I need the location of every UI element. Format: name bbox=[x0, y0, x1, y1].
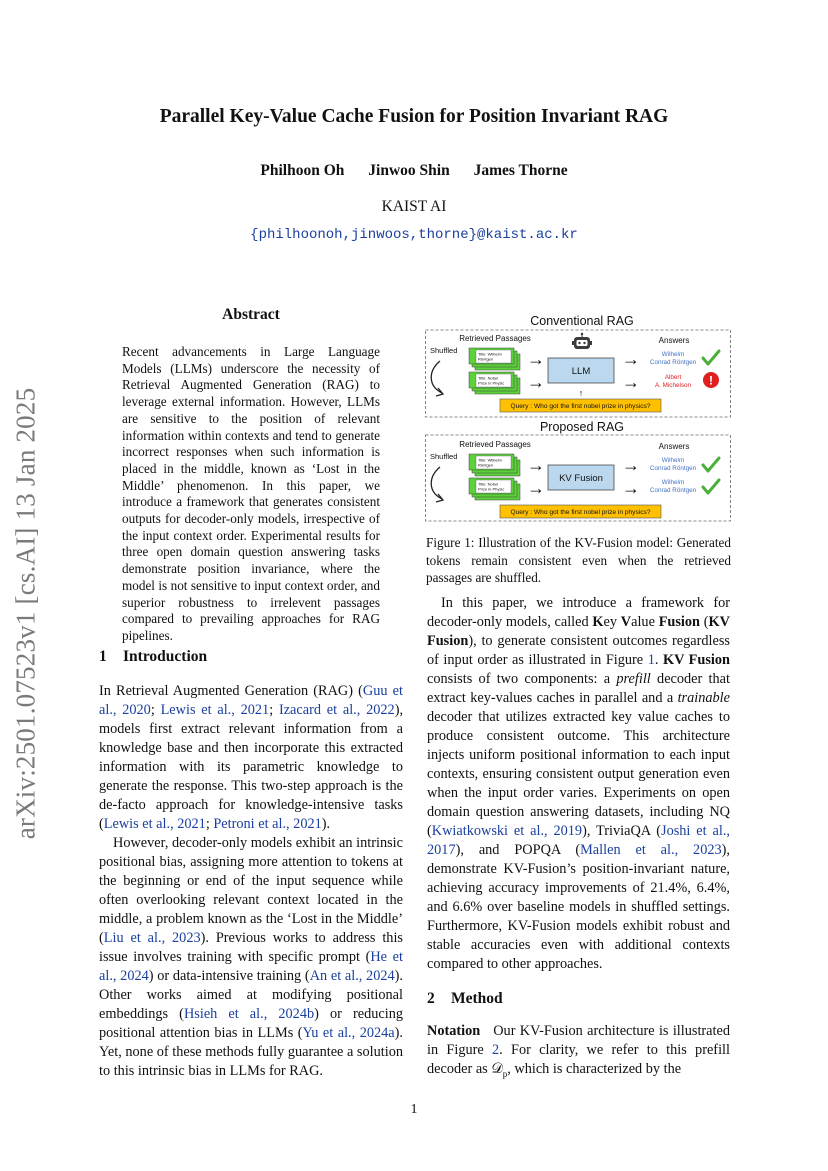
answer-correct: Wilhelm bbox=[661, 479, 685, 486]
svg-text:Title: Nobel: Title: Nobel bbox=[478, 375, 499, 381]
paper-title: Parallel Key-Value Cache Fusion for Position Invariant RAG bbox=[159, 106, 669, 127]
arxiv-stamp bbox=[8, 378, 44, 848]
answer-correct: Wilhelm bbox=[661, 351, 685, 358]
check-icon bbox=[703, 480, 719, 493]
robot-icon bbox=[572, 333, 592, 349]
citation-link[interactable]: Izacard et al., 2022 bbox=[278, 702, 395, 718]
conventional-rag-title: Conventional RAG bbox=[530, 314, 634, 328]
paragraph: In Retrieval Augmented Generation (RAG) (Guu et al., 2020; Lewis et al., 2021; Izacard et al., 2022), models first extract relevant information from a knowledge base and then incorporate this extracted information with its parametric knowledge to generate the response. This two-step approach is the de-facto approach for knowledge-intensive tasks (Lewis et al., 2021; Petroni et al., 2021). bbox=[99, 683, 404, 832]
figure-kv-fusion bbox=[424, 308, 732, 530]
shuffle-arrow-icon bbox=[431, 467, 443, 502]
citation-link[interactable]: Lewis et al., 2021 bbox=[160, 702, 270, 718]
section-number: 1 bbox=[99, 648, 107, 665]
answer-correct: Conrad Röntgen bbox=[649, 487, 697, 494]
right-arrow-icon: → bbox=[527, 372, 545, 392]
llm-label: LLM bbox=[571, 366, 591, 377]
check-icon bbox=[703, 351, 719, 364]
retrieved-passages-label: Retrieved Passages bbox=[459, 334, 531, 343]
section-heading-introduction bbox=[99, 648, 207, 666]
answer-correct: Wilhelm bbox=[661, 457, 685, 464]
svg-text:Title: Nobel: Title: Nobel bbox=[478, 481, 499, 487]
figure-ref-link[interactable]: 2 bbox=[492, 1042, 500, 1058]
citation-link[interactable]: Joshi et al., 2017 bbox=[427, 823, 730, 858]
answer-correct: Conrad Röntgen bbox=[649, 359, 697, 366]
query-text: Query : Who got the first nobel prize in physics? bbox=[510, 509, 651, 516]
right-arrow-icon: → bbox=[527, 455, 545, 475]
right-arrow-icon: → bbox=[527, 349, 545, 369]
citation-link[interactable]: He et al., 2024 bbox=[99, 949, 403, 984]
shuffle-arrow-icon bbox=[431, 361, 443, 396]
abstract-text: Recent advancements in Large Language Models (LLMs) underscore the necessity of Retrieval Augmented Generation (RAG) to leverage external information. However, LLMs are sensitive to the position of relevant information within contexts and tend to generate incorrect responses when such information is placed in the middle, known as ‘Lost in the Middle’ phenomenon. In this paper, we introduce a framework that generates consistent outputs for decoder-only models, irrespective of the input context order. Experimental results for three open domain question answering tasks demonstrate position invariance, where the model is not sensitive to input context order, and superior robustness to irrelevent passages compared to prevailing approaches for RAG pipelines. bbox=[122, 344, 380, 643]
query-text: Query : Who got the first nobel prize in physics? bbox=[510, 403, 651, 410]
introduction-body bbox=[99, 682, 403, 1081]
kv-fusion-label: KV Fusion bbox=[559, 473, 603, 484]
passage-card-stack bbox=[469, 478, 520, 500]
citation-link[interactable]: Yu et al., 2024a bbox=[302, 1025, 395, 1041]
shuffled-label: Shuffled bbox=[430, 452, 458, 461]
right-arrow-icon: → bbox=[622, 372, 640, 392]
page-number: 1 bbox=[410, 1102, 418, 1117]
proposed-rag-title: Proposed RAG bbox=[539, 420, 625, 434]
section-title: Introduction bbox=[123, 648, 208, 665]
check-icon bbox=[703, 458, 719, 471]
answer-correct: Conrad Röntgen bbox=[649, 465, 697, 472]
answer-wrong: A. Michelson bbox=[654, 382, 692, 389]
retrieved-passages-label: Retrieved Passages bbox=[459, 440, 531, 449]
author-name: Jinwoo Shin bbox=[368, 162, 450, 179]
citation-link[interactable]: Liu et al., 2023 bbox=[103, 930, 201, 946]
author-email-link[interactable]: {philhoonoh,jinwoos,thorne}@kaist.ac.kr bbox=[250, 227, 578, 243]
answers-label: Answers bbox=[658, 442, 690, 451]
paragraph: However, decoder-only models exhibit an intrinsic positional bias, assigning more attention to tokens at the beginning or end of the input sequence while often overlooking relevant context located in the middle, a problem known as the ‘Lost in the Middle’ (Liu et al., 2023). Previous works to address this issue involves training with specific prompt (He et al., 2024) or data-intensive training (An et al., 2024). Other works aimed at modifying positional embeddings (Hsieh et al., 2024b) or reducing positional attention bias in LLMs (Yu et al., 2024a). Yet, none of these methods fully guarantee a solution to this intrinsic bias in LLMs for RAG. bbox=[99, 835, 403, 1079]
author-name: Philhoon Oh bbox=[260, 162, 345, 179]
svg-text:Title: Wilhelm: Title: Wilhelm bbox=[478, 457, 502, 463]
math-symbol: 𝒟$_p$ bbox=[491, 1061, 508, 1079]
alert-icon bbox=[703, 372, 719, 388]
abstract-heading: Abstract bbox=[222, 306, 280, 323]
right-arrow-icon: → bbox=[622, 478, 640, 498]
introduction-body-continued bbox=[427, 594, 730, 974]
shuffled-label: Shuffled bbox=[430, 346, 458, 355]
passage-card-stack bbox=[469, 372, 520, 394]
svg-text:Prize in Physic: Prize in Physic bbox=[478, 486, 505, 492]
svg-text:Title: Wilhelm: Title: Wilhelm bbox=[478, 351, 502, 357]
section-title: Method bbox=[451, 990, 503, 1007]
arxiv-stamp-text: arXiv:2501.07523v1 [cs.AI] 13 Jan 2025 bbox=[10, 387, 41, 839]
citation-link[interactable]: An et al., 2024 bbox=[309, 968, 395, 984]
affiliation: KAIST AI bbox=[381, 198, 447, 215]
paragraph: Notation Our KV-Fusion architecture is illustrated in Figure 2. For clarity, we refer to this prefill decoder as 𝒟$_p$, which is characterized by the bbox=[427, 1023, 730, 1079]
citation-link[interactable]: Kwiatkowski et al., 2019 bbox=[431, 823, 583, 839]
paragraph-label: Notation bbox=[427, 1023, 481, 1039]
svg-text:Röntgen: Röntgen bbox=[478, 462, 494, 468]
right-arrow-icon: → bbox=[622, 349, 640, 369]
section-number: 2 bbox=[427, 990, 435, 1007]
passage-card-stack bbox=[469, 454, 520, 476]
up-arrow-icon: ↑ bbox=[578, 388, 584, 398]
passage-card-stack bbox=[469, 348, 520, 370]
right-arrow-icon: → bbox=[622, 455, 640, 475]
answer-wrong: Albert bbox=[664, 374, 682, 381]
method-body bbox=[427, 1022, 730, 1084]
citation-link[interactable]: Lewis et al., 2021 bbox=[103, 816, 206, 832]
citation-link[interactable]: Guu et al., 2020 bbox=[99, 683, 404, 718]
right-arrow-icon: → bbox=[527, 478, 545, 498]
paragraph: In this paper, we introduce a framework for decoder-only models, called Key Value Fusion (KV Fusion), to generate consistent outcomes regardless of input order as illustrated in Figure 1. KV Fusion consists of two components: a prefill decoder that extract key-values caches in parallel and a trainable decoder that utilizes extracted key value caches to produce consistent outcome. This architecture injects uniform positional information to each input contexts, ensuring consistent output generation even when the input order varies. Experiments on open domain question answering datasets, including NQ (Kwiatkowski et al., 2019), TriviaQA (Joshi et al., 2017), and POPQA (Mallen et al., 2023), demonstrate KV-Fusion’s position-invariant nature, achieving accuracy improvements of 21.4%, 6.4%, and 6.6% over baseline models in shuffled settings. Furthermore, KV-Fusion models exhibit robust and stable accuracies even with additional contexts compared to other approaches. bbox=[427, 595, 730, 972]
author-list bbox=[100, 162, 728, 180]
figure-ref-link[interactable]: 1 bbox=[647, 652, 655, 668]
answers-label: Answers bbox=[658, 336, 690, 345]
citation-link[interactable]: Petroni et al., 2021 bbox=[213, 816, 322, 832]
section-heading-method bbox=[427, 990, 503, 1008]
figure-caption: Figure 1: Illustration of the KV-Fusion model: Generated tokens remain consistent even when the retrieved passages are shuffled. bbox=[426, 535, 731, 586]
citation-link[interactable]: Mallen et al., 2023 bbox=[580, 842, 722, 858]
svg-text:Röntgen: Röntgen bbox=[478, 356, 494, 362]
author-name: James Thorne bbox=[473, 162, 568, 179]
svg-text:!: ! bbox=[709, 373, 713, 388]
svg-text:Prize in Physic: Prize in Physic bbox=[478, 380, 505, 386]
citation-link[interactable]: Hsieh et al., 2024b bbox=[183, 1006, 315, 1022]
